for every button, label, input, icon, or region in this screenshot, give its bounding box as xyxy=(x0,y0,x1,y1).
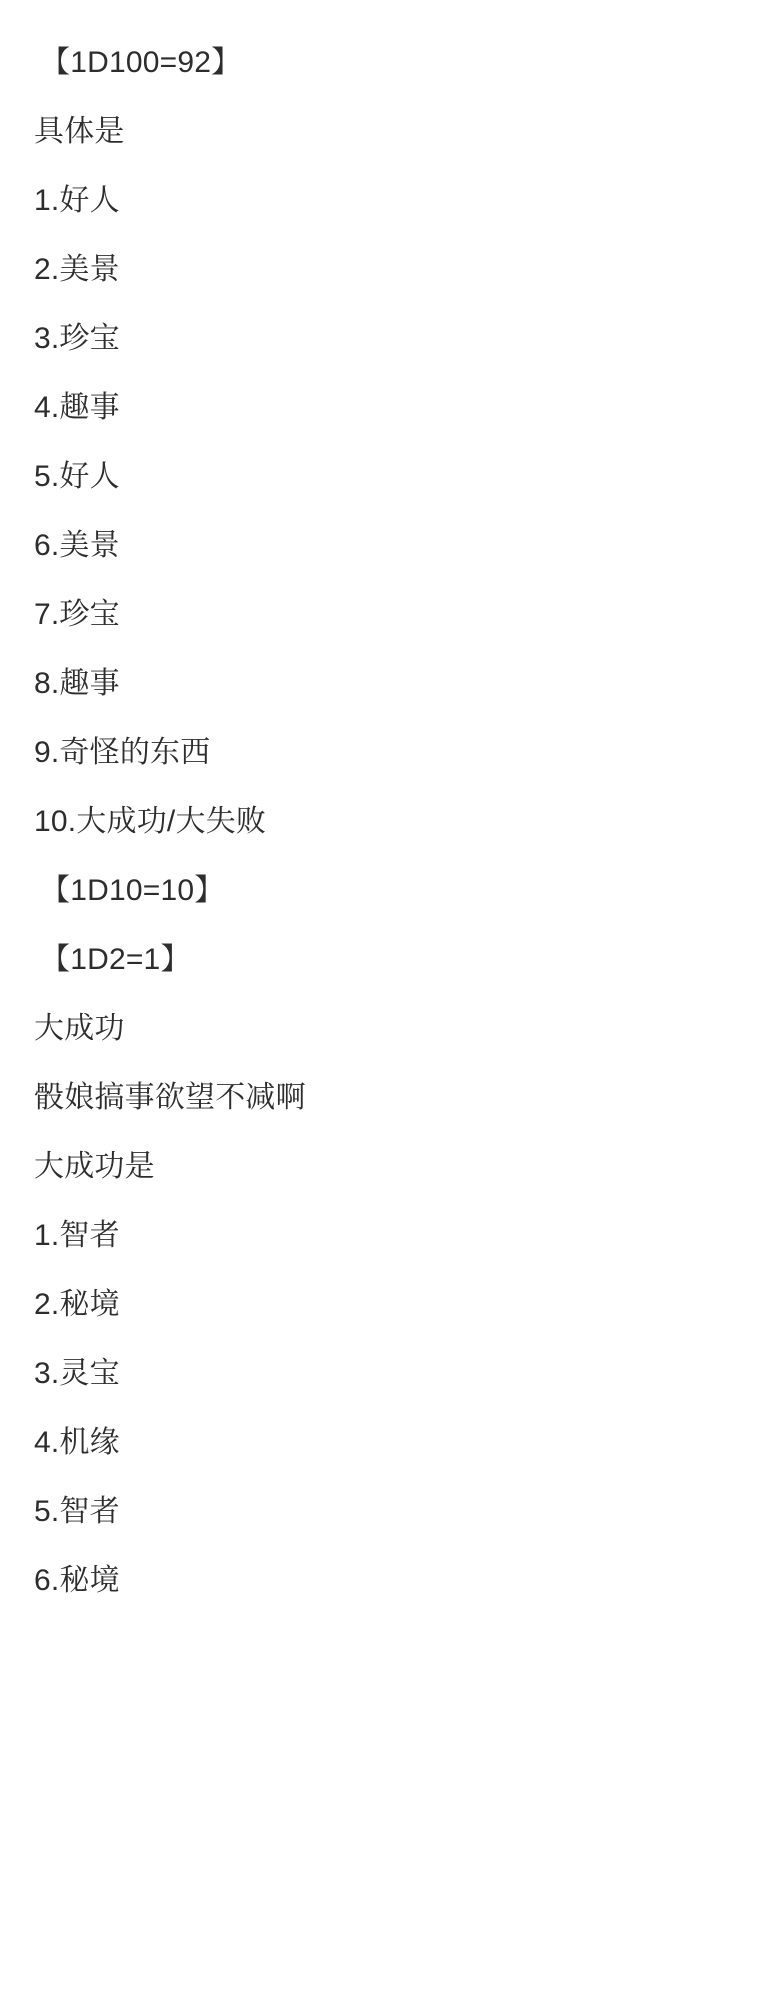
text-line: 【1D10=10】 xyxy=(40,873,225,907)
text-line: 2.美景 xyxy=(34,252,120,286)
text-line: 1.智者 xyxy=(34,1218,120,1252)
text-lines-container xyxy=(34,28,734,1615)
text-line: 1.好人 xyxy=(34,183,120,217)
text-line: 10.大成功/大失败 xyxy=(34,804,267,838)
text-line: 大成功 xyxy=(34,1011,125,1045)
text-line: 8.趣事 xyxy=(34,666,120,700)
text-line: 具体是 xyxy=(34,114,125,148)
text-line: 【1D2=1】 xyxy=(40,942,191,976)
text-line: 7.珍宝 xyxy=(34,597,120,631)
text-line: 9.奇怪的东西 xyxy=(34,735,211,769)
text-line: 大成功是 xyxy=(34,1149,155,1183)
text-line: 3.珍宝 xyxy=(34,321,120,355)
text-line: 5.智者 xyxy=(34,1494,120,1528)
text-line: 【1D100=92】 xyxy=(40,45,242,79)
text-line: 3.灵宝 xyxy=(34,1356,120,1390)
text-line: 4.趣事 xyxy=(34,390,120,424)
text-line: 4.机缘 xyxy=(34,1425,120,1459)
text-line: 6.秘境 xyxy=(34,1563,120,1597)
text-line: 6.美景 xyxy=(34,528,120,562)
text-line: 5.好人 xyxy=(34,459,120,493)
text-line: 骰娘搞事欲望不减啊 xyxy=(34,1080,306,1114)
text-line: 2.秘境 xyxy=(34,1287,120,1321)
